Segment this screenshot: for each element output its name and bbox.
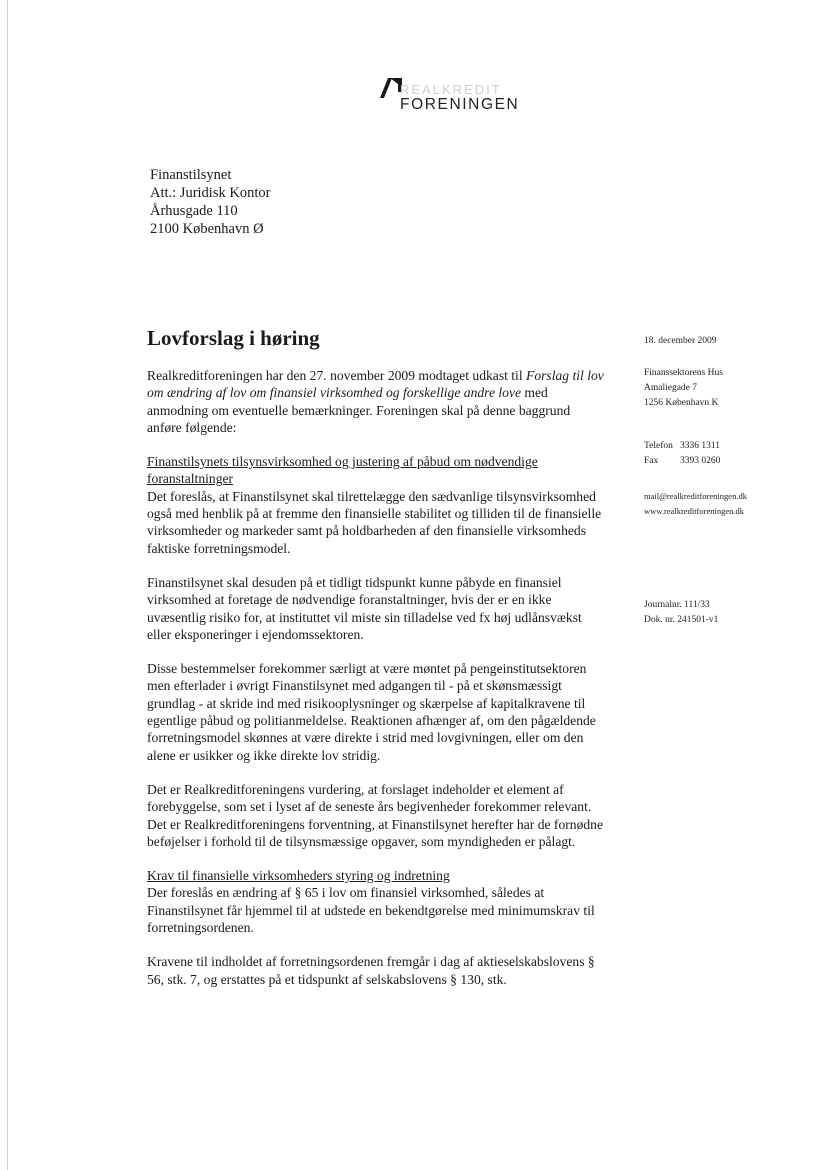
letter-body <box>147 367 607 988</box>
sender-line: Finanssektorens Hus <box>644 368 723 378</box>
logo-text: FORENINGEN <box>400 96 520 113</box>
journal-number: Journalnr. 111/33 <box>644 600 710 610</box>
sender-line: 1256 København K <box>644 398 719 408</box>
intro-text: Realkreditforeningen har den 27. november 2009 modtaget udkast til <box>147 368 527 383</box>
phone-label: Telefon <box>644 441 673 451</box>
recipient-address <box>150 166 270 238</box>
address-line: Århusgade 110 <box>150 203 238 219</box>
document-number: Dok. nr. 241501-v1 <box>644 615 719 625</box>
website: www.realkreditforeningen.dk <box>644 506 744 516</box>
bill-title: Forslag til lov om ændring af lov om finansiel virksomhed og forskellige andre love <box>147 368 604 401</box>
section-heading-governance: Krav til finansielle virksomheders styring og indretning <box>147 868 450 884</box>
contact-numbers <box>644 439 720 469</box>
paragraph: Finanstilsynet skal desuden på et tidligt tidspunkt kunne påbyde en finansiel virksomhed at foretage de nødvendige foranstaltninger, hvis der er en ikke uvæsentlig risiko for, at instituttet vil miste sin tilladelse ved fx høj udlånsvækst eller eksponeringer i ejendomssektoren. <box>147 574 582 642</box>
scan-edge <box>7 0 8 1170</box>
section-heading-supervision: Finanstilsynets tilsynsvirksomhed og justering af påbud om nødvendige foranstaltninger <box>147 454 538 487</box>
address-line: Att.: Juridisk Kontor <box>150 185 271 201</box>
sender-line: Amaliegade 7 <box>644 383 698 393</box>
logo-ghost-text: REALKREDIT <box>400 82 502 97</box>
address-line: Finanstilsynet <box>150 167 232 183</box>
paragraph: Kravene til indholdet af forretningsordenen fremgår i dag af aktieselskabslovens § 56, stk. 7, og erstattes på et tidspunkt af selskabslovens § 130, stk. <box>147 954 595 987</box>
letter-date: 18. december 2009 <box>644 336 717 346</box>
contact-online <box>644 489 747 519</box>
paragraph-intro <box>147 367 607 436</box>
logo <box>380 68 580 118</box>
paragraph: Der foreslås en ændring af § 65 i lov om finansiel virksomhed, således at Finanstilsynet får hjemmel til at udstede en bekendtgørelse med minimumskrav til forretningsordenen. <box>147 885 595 936</box>
fax-label: Fax <box>644 456 659 466</box>
sender-address <box>644 366 723 411</box>
paragraph: Det foreslås, at Finanstilsynet skal tilrettelægge den sædvanlige tilsynsvirksomhed også med henblik på at fremme den finansielle stabilitet og tilliden til de finansielle virksomheder og markeder samt på holdbarheden af den finansielle virksomheds faktiske forretningsmodel. <box>147 488 602 556</box>
reference-numbers <box>644 598 718 628</box>
address-line: 2100 København Ø <box>150 221 264 237</box>
letter-title: Lovforslag i høring <box>147 326 320 350</box>
email-address: mail@realkreditforeningen.dk <box>644 491 747 501</box>
phone-number: 3336 1311 <box>680 441 721 451</box>
paragraph: Disse bestemmelser forekommer særligt at være møntet på pengeinstitutsektoren men efterlader i øvrigt Finanstilsynet med adgangen til - på et skønsmæssigt grundlag - at skride ind med risikooplysninger og skærpelse af kapitalkravene til egentlige påbud og politianmeldelse. Reaktionen afhænger af, om den pågældende forretningsmodel skønnes at være direkte i strid med lovgivningen, eller om den alene er usikker og ikke direkte lov stridig. <box>147 661 596 763</box>
intro-text-end: med anmodning om eventuelle bemærkninger. Foreningen skal på denne baggrund anføre følgende: <box>147 385 571 435</box>
paragraph: Det er Realkreditforeningens vurdering, at forslaget indeholder et element af forebyggelse, som set i lyset af de seneste års begivenheder forekommer relevant. Det er Realkreditforeningens forventning, at Finanstilsynet herefter har de fornødne beføjelser i forhold til de tilsynsmæssige opgaver, som myndigheden er pålagt. <box>147 781 603 849</box>
logo-mark-icon <box>380 76 402 98</box>
fax-number: 3393 0260 <box>680 456 721 466</box>
